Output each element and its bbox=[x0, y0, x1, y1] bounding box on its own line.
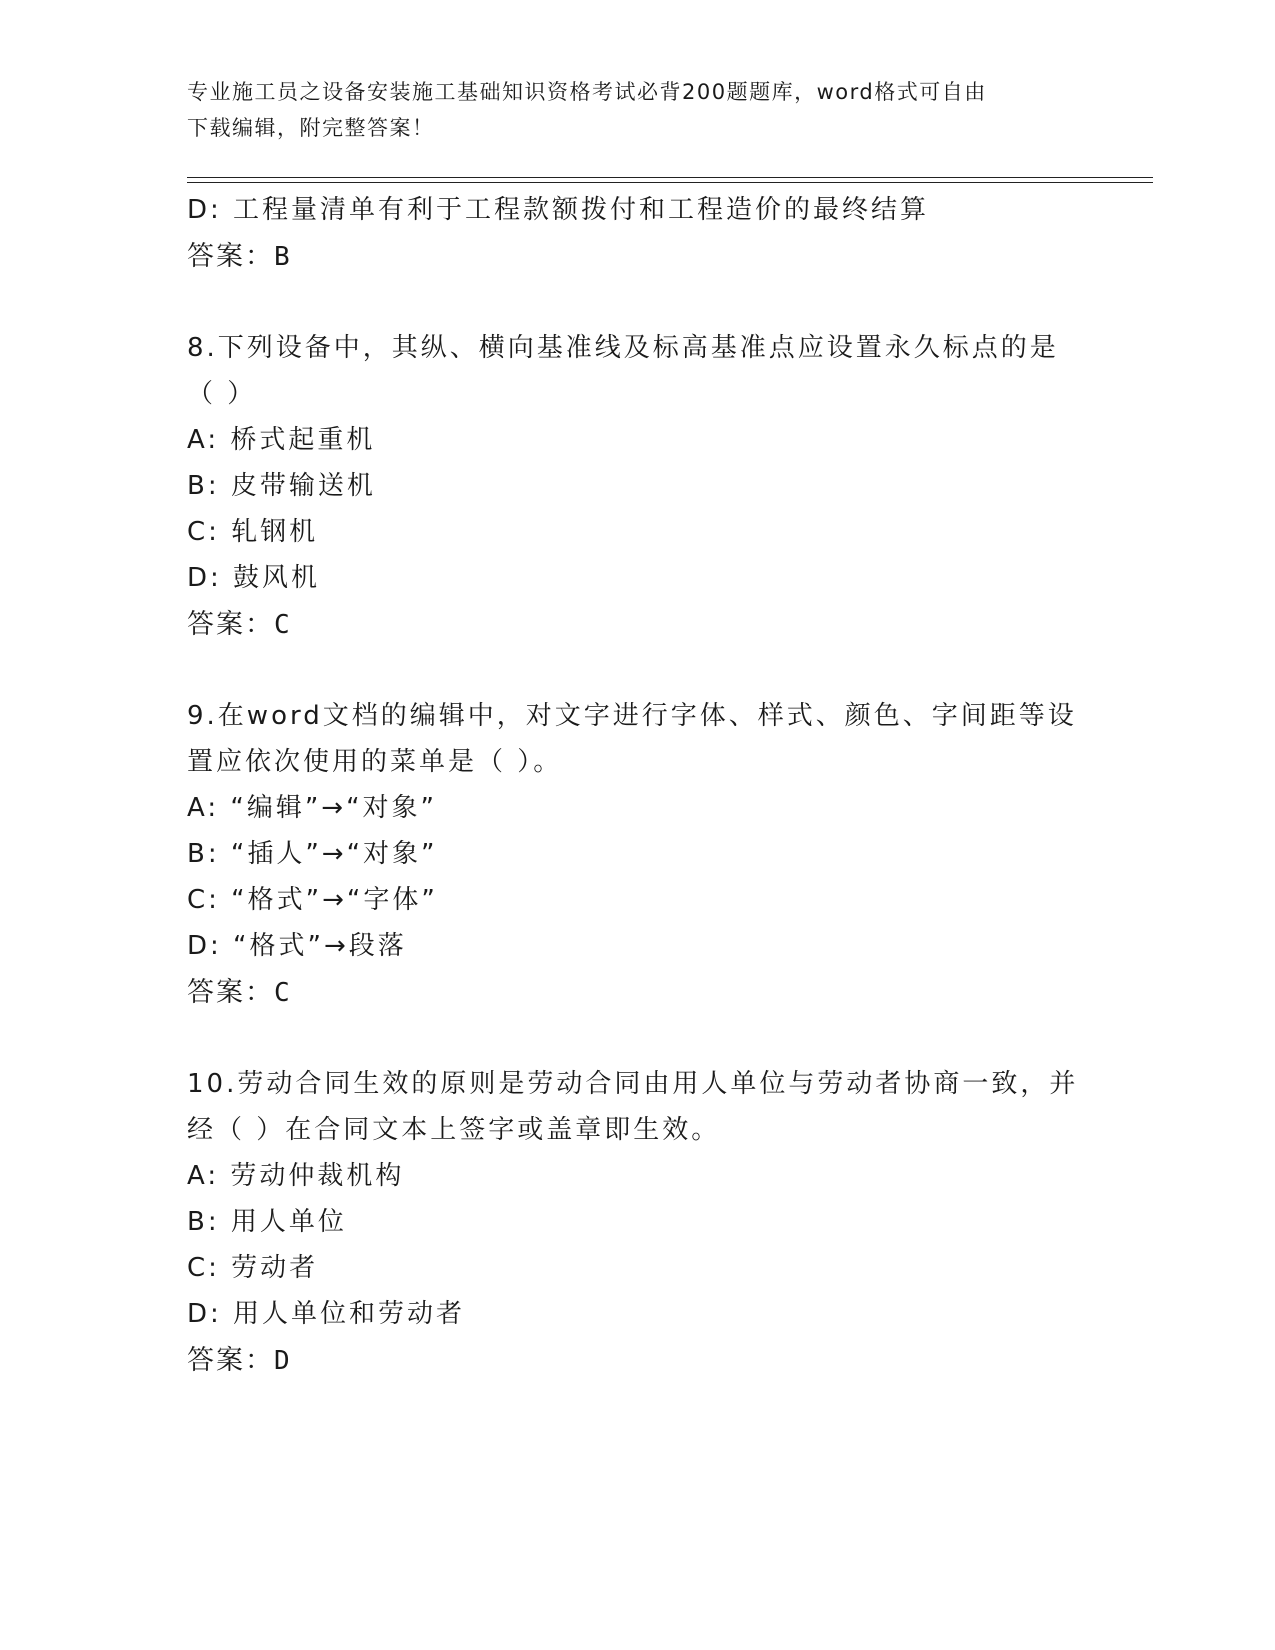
document-header bbox=[187, 74, 1067, 146]
prev-answer bbox=[187, 233, 1087, 279]
option-d: D: 鼓风机 bbox=[187, 563, 321, 593]
question-stem-line-2: 经（ ）在合同文本上签字或盖章即生效。 bbox=[187, 1115, 721, 1145]
option-a: A: “编辑”→“对象” bbox=[187, 793, 438, 823]
spacer bbox=[187, 279, 1087, 325]
spacer bbox=[187, 1015, 1087, 1061]
option-c: C: 劳动者 bbox=[187, 1253, 319, 1283]
question-8 bbox=[187, 325, 1087, 647]
answer-value: D bbox=[274, 1346, 292, 1376]
spacer bbox=[187, 647, 1087, 693]
question-stem-line-2: 置应依次使用的菜单是（ ）。 bbox=[187, 747, 563, 777]
option-b: B: 皮带输送机 bbox=[187, 471, 376, 501]
question-stem-line-1: 10.劳动合同生效的原则是劳动合同由用人单位与劳动者协商一致，并 bbox=[187, 1069, 1079, 1099]
option-d: D: “格式”→段落 bbox=[187, 931, 407, 961]
question-stem-line-1: 9.在word文档的编辑中，对文字进行字体、样式、颜色、字间距等设 bbox=[187, 701, 1077, 731]
answer-value: C bbox=[274, 978, 292, 1008]
answer-value: C bbox=[274, 610, 292, 640]
answer-label: 答案： bbox=[187, 977, 274, 1007]
header-divider-top bbox=[187, 177, 1153, 178]
answer-label: 答案： bbox=[187, 241, 274, 271]
question-stem-line-1: 8.下列设备中，其纵、横向基准线及标高基准点应设置永久标点的是 bbox=[187, 333, 1059, 363]
answer bbox=[187, 1337, 1087, 1383]
option-d: D: 用人单位和劳动者 bbox=[187, 1299, 466, 1329]
question-content bbox=[187, 187, 1087, 1383]
answer-label: 答案： bbox=[187, 609, 274, 639]
answer-label: 答案： bbox=[187, 1345, 274, 1375]
question-9 bbox=[187, 693, 1087, 1015]
option-a: A: 桥式起重机 bbox=[187, 425, 376, 455]
header-title-line-1: 专业施工员之设备安装施工基础知识资格考试必背200题题库，word格式可自由 bbox=[187, 80, 987, 104]
header-title-line-2: 下载编辑，附完整答案！ bbox=[187, 116, 435, 140]
question-10 bbox=[187, 1061, 1087, 1383]
answer bbox=[187, 601, 1087, 647]
prev-option-d: D: 工程量清单有利于工程款额拨付和工程造价的最终结算 bbox=[187, 195, 930, 225]
option-b: B: “插人”→“对象” bbox=[187, 839, 438, 869]
option-c: C: 轧钢机 bbox=[187, 517, 319, 547]
answer bbox=[187, 969, 1087, 1015]
answer-value: B bbox=[274, 242, 292, 272]
option-b: B: 用人单位 bbox=[187, 1207, 347, 1237]
header-divider-bottom bbox=[187, 182, 1153, 183]
option-a: A: 劳动仲裁机构 bbox=[187, 1161, 405, 1191]
option-c: C: “格式”→“字体” bbox=[187, 885, 438, 915]
question-stem-line-2: （ ） bbox=[187, 379, 257, 409]
